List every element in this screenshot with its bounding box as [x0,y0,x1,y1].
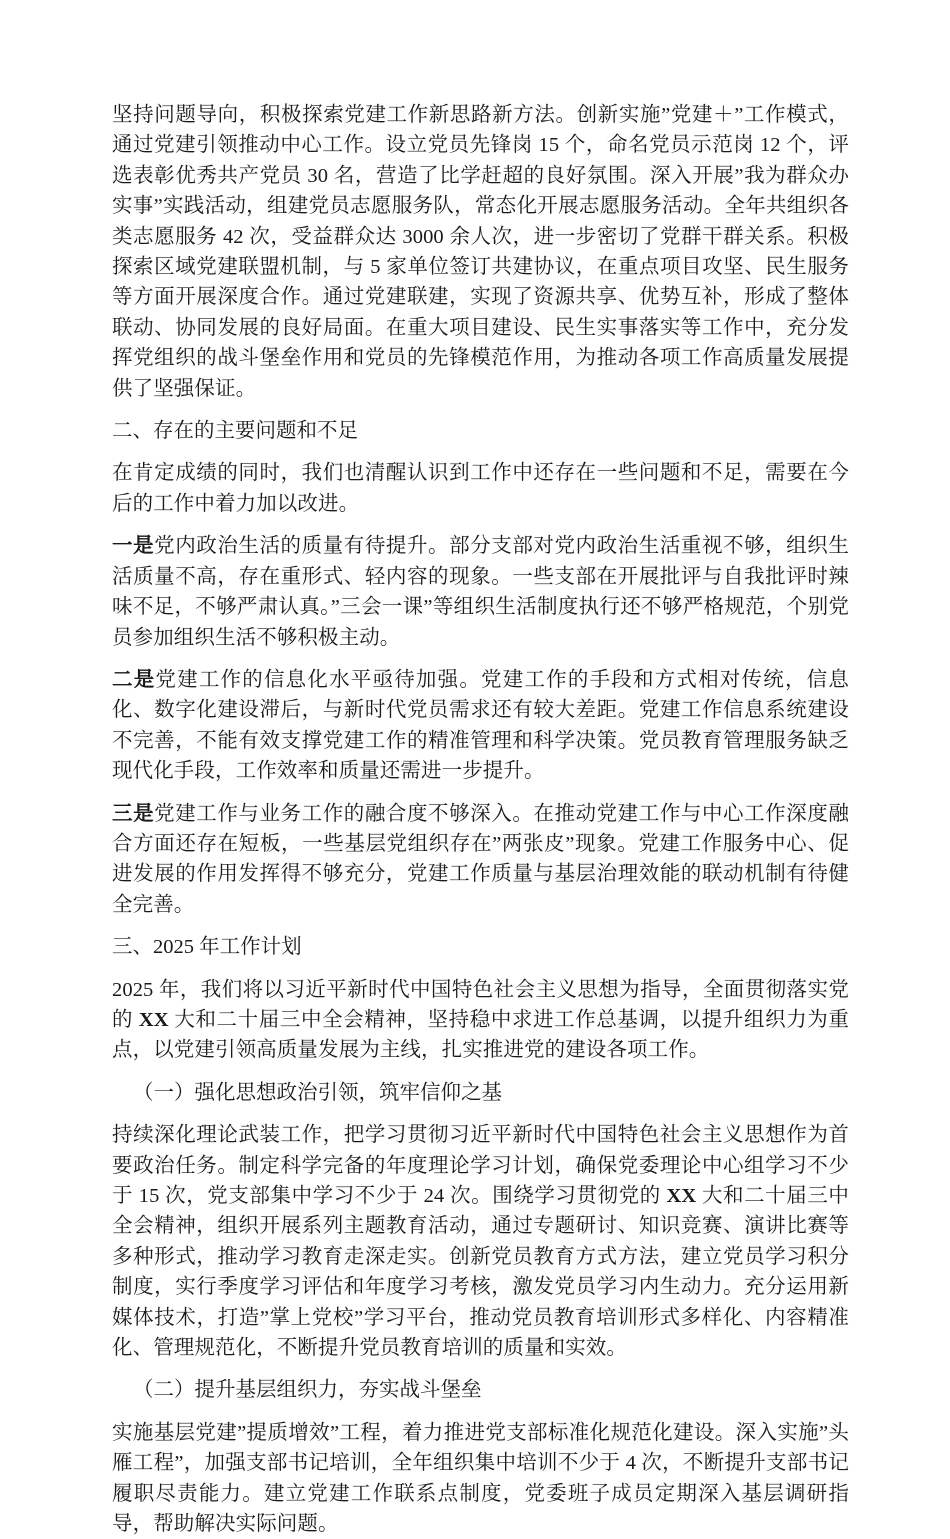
heading-section-three: 三、2025 年工作计划 [112,936,302,959]
problem-one-lead: 一是 [112,535,155,558]
problem-two-lead: 二是 [112,668,156,691]
text-run-2: 大和二十届三中全会精神，坚持稳中求进工作总基调，以提升组织力为重点，以党建引领高质量发展为主线，扎实推进党的建设各项工作。 [112,1008,849,1062]
paragraph-section-three-intro [112,975,849,1066]
problem-one-text: 党内政治生活的质量有待提升。部分支部对党内政治生活重视不够，组织生活质量不高，存在重形式、轻内容的现象。一些支部在开展批评与自我批评时辣味不足，不够严肃认真。”三会一课”等组织生活制度执行还不够严格规范，个别党员参加组织生活不够积极主动。 [112,535,849,649]
paragraph-problem-one [112,531,849,653]
paragraph-section-two-intro: 在肯定成绩的同时，我们也清醒认识到工作中还存在一些问题和不足，需要在今后的工作中着力加以改进。 [112,462,849,515]
paragraph-problem-two [112,665,849,787]
problem-two-text: 党建工作的信息化水平亟待加强。党建工作的手段和方式相对传统，信息化、数字化建设滞后，与新时代党员需求还有较大差距。党建工作信息系统建设不完善，不能有效支撑党建工作的精准管理和科学决策。党员教育管理服务缺乏现代化手段，工作效率和质量还需进一步提升。 [112,668,849,783]
problem-three-text: 党建工作与业务工作的融合度不够深入。在推动党建工作与中心工作深度融合方面还存在短板，一些基层党组织存在”两张皮”现象。党建工作服务中心、促进发展的作用发挥得不够充分，党建工作质量与基层治理效能的联动机制有待健全完善。 [112,802,849,916]
text-run-2: 大和二十届三中全会精神，组织开展系列主题教育活动，通过专题研讨、知识竞赛、演讲比赛等多种形式，推动学习教育走深走实。创新党员教育方式方法，建立党员学习积分制度，实行季度学习评估和年度学习考核，激发党员学习内生动力。充分运用新媒体技术，打造”掌上党校”学习平台，推动党员教育培训形式多样化、内容精准化、管理规范化，不断提升党员教育培训的质量和实效。 [112,1185,849,1360]
text-run-0: 2025 年，我们将以习近平新时代中国特色社会主义思想为指导，全面贯彻落实党的 [112,978,849,1031]
paragraph-subsection-one-body [112,1120,849,1363]
heading-section-two: 二、存在的主要问题和不足 [112,420,358,443]
subheading-two: （二）提升基层组织力，夯实战斗堡垒 [133,1379,482,1402]
text-run-1: XX [666,1185,697,1207]
subheading-one: （一）强化思想政治引领，筑牢信仰之基 [133,1081,502,1104]
paragraph-problem-three [112,799,849,921]
problem-three-lead: 三是 [112,802,155,825]
document-body [112,100,849,1539]
text-run-1: XX [138,1008,169,1031]
paragraph-subsection-two-body: 实施基层党建”提质增效”工程，着力推进党支部标准化规范化建设。深入实施”头雁工程”，加强支部书记培训，全年组织集中培训不少于 4 次，不断提升支部书记履职尽责能力。建立党建工作联系点制度，党委班子成员定期深入基层调研指导，帮助解决实际问题。 [112,1421,849,1536]
text-run-0: 持续深化理论武装工作，把学习贯彻习近平新时代中国特色社会主义思想作为首要政治任务。制定科学完备的年度理论学习计划，确保党委理论中心组学习不少于 15 次，党支部集中学习不少于 24 次。围绕学习贯彻党的 [112,1124,849,1207]
paragraph-achievements: 坚持问题导向，积极探索党建工作新思路新方法。创新实施”党建＋”工作模式，通过党建引领推动中心工作。设立党员先锋岗 15 个，命名党员示范岗 12 个，评选表彰优秀共产党员 30 名，营造了比学赶超的良好氛围。深入开展”我为群众办实事”实践活动，组建党员志愿服务队，常态化开展志愿服务活动。全年共组织各类志愿服务 42 次，受益群众达 3000 余人次，进一步密切了党群干群关系。积极探索区域党建联盟机制，与 5 家单位签订共建协议，在重点项目攻坚、民生服务等方面开展深度合作。通过党建联建，实现了资源共享、优势互补，形成了整体联动、协同发展的良好局面。在重大项目建设、民生实事落实等工作中，充分发挥党组织的战斗堡垒作用和党员的先锋模范作用，为推动各项工作高质量发展提供了坚强保证。 [112,104,849,400]
